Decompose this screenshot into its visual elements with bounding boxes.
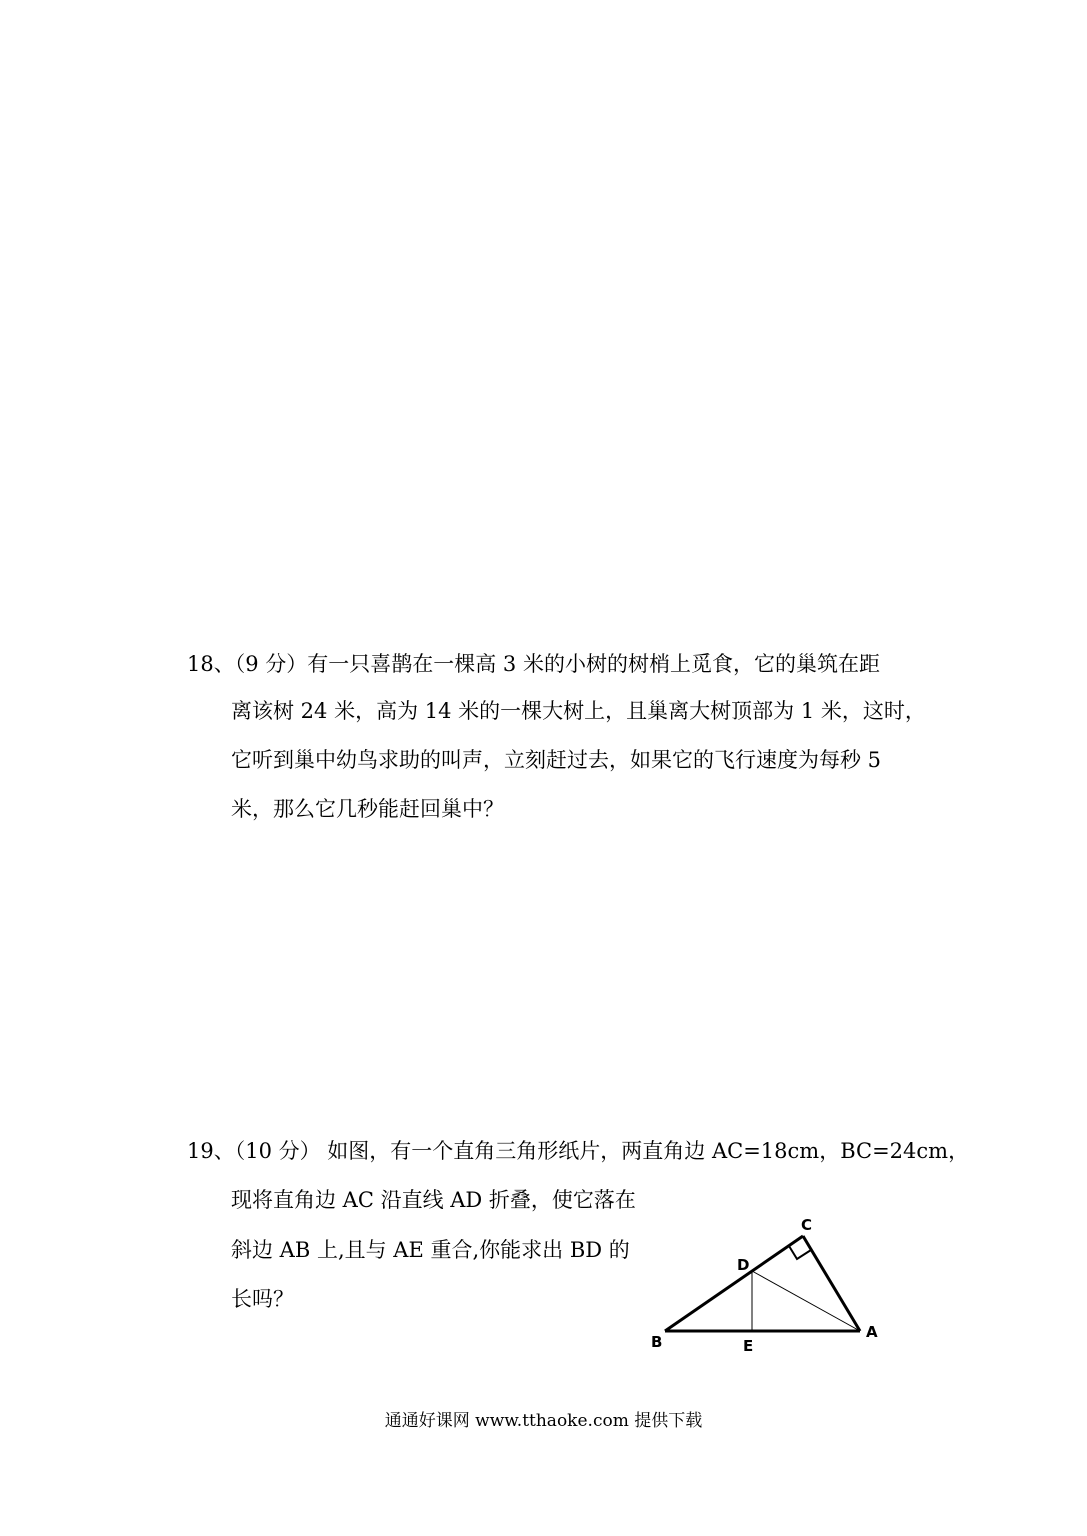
label-d: D bbox=[737, 1256, 750, 1274]
side-bc bbox=[665, 1236, 803, 1331]
question-19-line-4: 长吗？ bbox=[231, 1287, 294, 1311]
label-a: A bbox=[866, 1323, 878, 1341]
footer-source-note: 通通好课网 www.tthaoke.com 提供下载 bbox=[384, 1411, 703, 1431]
side-ca bbox=[803, 1236, 860, 1331]
question-18-line-1: 18、（9 分）有一只喜鹊在一棵高 3 米的小树的树梢上觅食，它的巢筑在距 bbox=[187, 652, 880, 676]
question-18-line-2: 离该树 24 米，高为 14 米的一棵大树上，且巢离大树顶部为 1 米，这时， bbox=[231, 699, 926, 723]
right-triangle-figure bbox=[640, 1210, 900, 1360]
right-angle-marker bbox=[789, 1246, 811, 1259]
label-e: E bbox=[743, 1337, 754, 1355]
question-18-line-4: 米，那么它几秒能赶回巢中？ bbox=[231, 797, 504, 821]
question-18-line-3: 它听到巢中幼鸟求助的叫声，立刻赶过去，如果它的飞行速度为每秒 5 bbox=[231, 748, 882, 772]
label-b: B bbox=[651, 1333, 663, 1351]
question-19-line-2: 现将直角边 AC 沿直线 AD 折叠，使它落在 bbox=[231, 1188, 636, 1212]
question-19-line-1: 19、（10 分） 如图，有一个直角三角形纸片，两直角边 AC=18cm，BC=24cm， bbox=[187, 1139, 970, 1163]
label-c: C bbox=[801, 1216, 813, 1234]
question-19-line-3: 斜边 AB 上,且与 AE 重合,你能求出 BD 的 bbox=[231, 1238, 630, 1262]
fold-line-ad bbox=[752, 1271, 860, 1331]
